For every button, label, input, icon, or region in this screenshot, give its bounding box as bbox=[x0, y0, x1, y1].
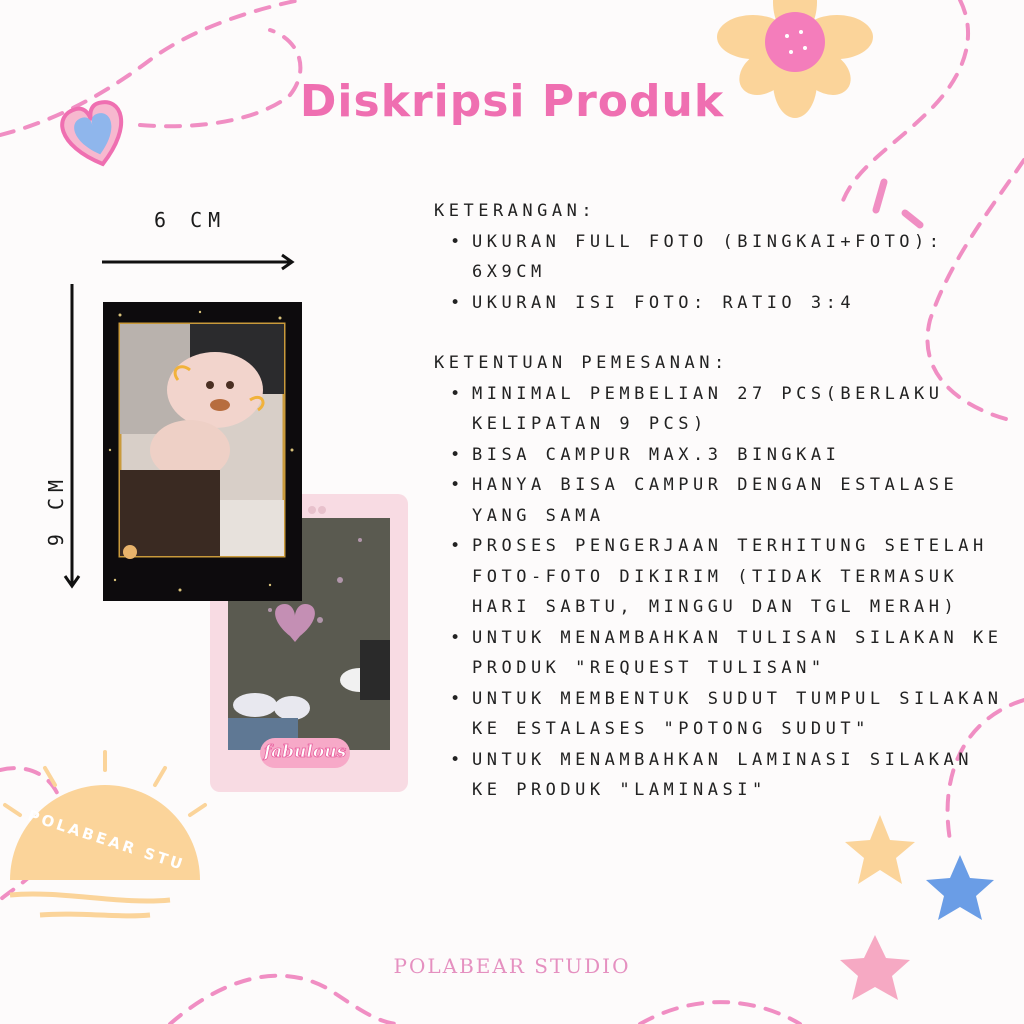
sun-lettering: POLABEAR STU bbox=[25, 806, 188, 875]
ketentuan-heading: KETENTUAN PEMESANAN: bbox=[434, 353, 729, 373]
list-item: • PROSES PENGERJAAN TERHITUNG SETELAH FOTO-FOTO DIKIRIM (TIDAK TERMASUK HARI SABTU, MINGGU DAN TGL MERAH) bbox=[472, 531, 1014, 623]
sticker-text: fabulous bbox=[263, 742, 347, 762]
list-item: • HANYA BISA CAMPUR DENGAN ESTALASE YANG SAMA bbox=[472, 470, 1014, 531]
ketentuan-list bbox=[434, 379, 1014, 806]
brand-footer: POLABEAR STUDIO bbox=[393, 954, 631, 978]
keterangan-list bbox=[434, 227, 1014, 319]
keterangan-heading: KETERANGAN: bbox=[434, 201, 597, 221]
dashed-doodle-bottom bbox=[170, 976, 400, 1024]
list-item: • MINIMAL PEMBELIAN 27 PCS(BERLAKU KELIPATAN 9 PCS) bbox=[472, 379, 1014, 440]
star-icon-blue bbox=[926, 855, 994, 920]
photo-frame-black bbox=[103, 302, 302, 601]
height-label: 9 CM bbox=[44, 473, 69, 547]
star-icon-orange bbox=[845, 815, 915, 884]
list-item: • UKURAN FULL FOTO (BINGKAI+FOTO): 6X9CM bbox=[472, 227, 1014, 288]
page-title: Diskripsi Produk bbox=[299, 76, 725, 127]
product-info bbox=[434, 196, 1014, 806]
list-item: • UNTUK MENAMBAHKAN TULISAN SILAKAN KE PRODUK "REQUEST TULISAN" bbox=[472, 623, 1014, 684]
list-item: • UNTUK MENAMBAHKAN LAMINASI SILAKAN KE PRODUK "LAMINASI" bbox=[472, 745, 1014, 806]
width-label: 6 CM bbox=[154, 208, 227, 232]
list-item: • UKURAN ISI FOTO: RATIO 3:4 bbox=[472, 288, 1014, 319]
dashed-doodle-bottom-right bbox=[640, 1002, 800, 1024]
list-item: • UNTUK MEMBENTUK SUDUT TUMPUL SILAKAN KE ESTALASES "POTONG SUDUT" bbox=[472, 684, 1014, 745]
width-arrow bbox=[102, 255, 292, 269]
list-item: • BISA CAMPUR MAX.3 BINGKAI bbox=[472, 440, 1014, 471]
